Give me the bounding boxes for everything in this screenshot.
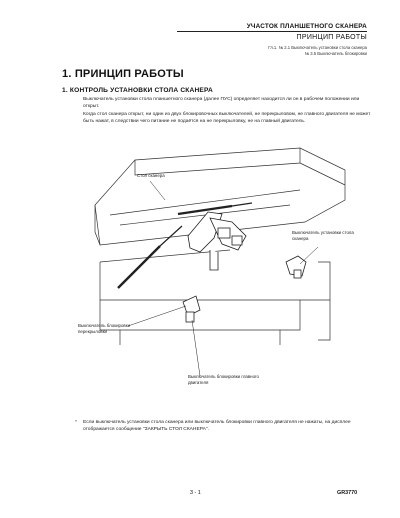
paragraph-1: Выключатель установки стола планшетного сканера (далее ПУС) определяет находится ли он в рабочем положении или открыт. xyxy=(83,97,360,110)
leader-lines xyxy=(128,181,318,376)
header-section-title: УЧАСТОК ПЛАНШЕТНОГО СКАНЕРА xyxy=(246,23,367,30)
section-heading: 1. КОНТРОЛЬ УСТАНОВКИ СТОЛА СКАНЕРА xyxy=(62,87,214,94)
header-reference-1: Гл.1. № 2.1 Выключатель установки стола сканера xyxy=(268,45,367,50)
model-number: GR3770 xyxy=(337,490,358,496)
hinge-bracket xyxy=(188,212,246,270)
footnote-text: Если выключатель установки стола сканера или выключатель блокировки главного двигателя не нажаты, на дисплее отображается сообщение "ЗАКРЫТЬ СТОЛ СКАНЕРА". xyxy=(83,420,351,433)
callout-interlock-motor: Выключатель блокировки главного двигателя xyxy=(188,374,259,385)
paragraph-2: Когда стол сканера открыт, ни один из двух блокировочных выключателей, не перекрыловом, не главного двигателя не может быть нажат, в следствии чего питание не подаётся на не перекрыловку, не на главный двигатель. xyxy=(83,112,371,125)
footnote-mark: * xyxy=(75,420,77,425)
gas-spring-left xyxy=(118,226,182,288)
header-chapter-title: ПРИНЦИП РАБОТЫ xyxy=(296,34,367,41)
header-reference-2: № 3.5 Выключатель блокировки xyxy=(304,51,367,56)
callout-scanner-table: Стол сканера xyxy=(137,173,165,178)
callout-interlock-cover: Выключатель блокировки перекрыловки xyxy=(78,323,131,334)
page-number: 3 - 1 xyxy=(190,490,201,496)
footnote xyxy=(75,419,373,433)
set-switch-shape xyxy=(286,256,306,278)
page-title: 1. ПРИНЦИП РАБОТЫ xyxy=(62,68,184,80)
callout-set-switch: Выключатель установки стола сканера xyxy=(292,230,354,241)
